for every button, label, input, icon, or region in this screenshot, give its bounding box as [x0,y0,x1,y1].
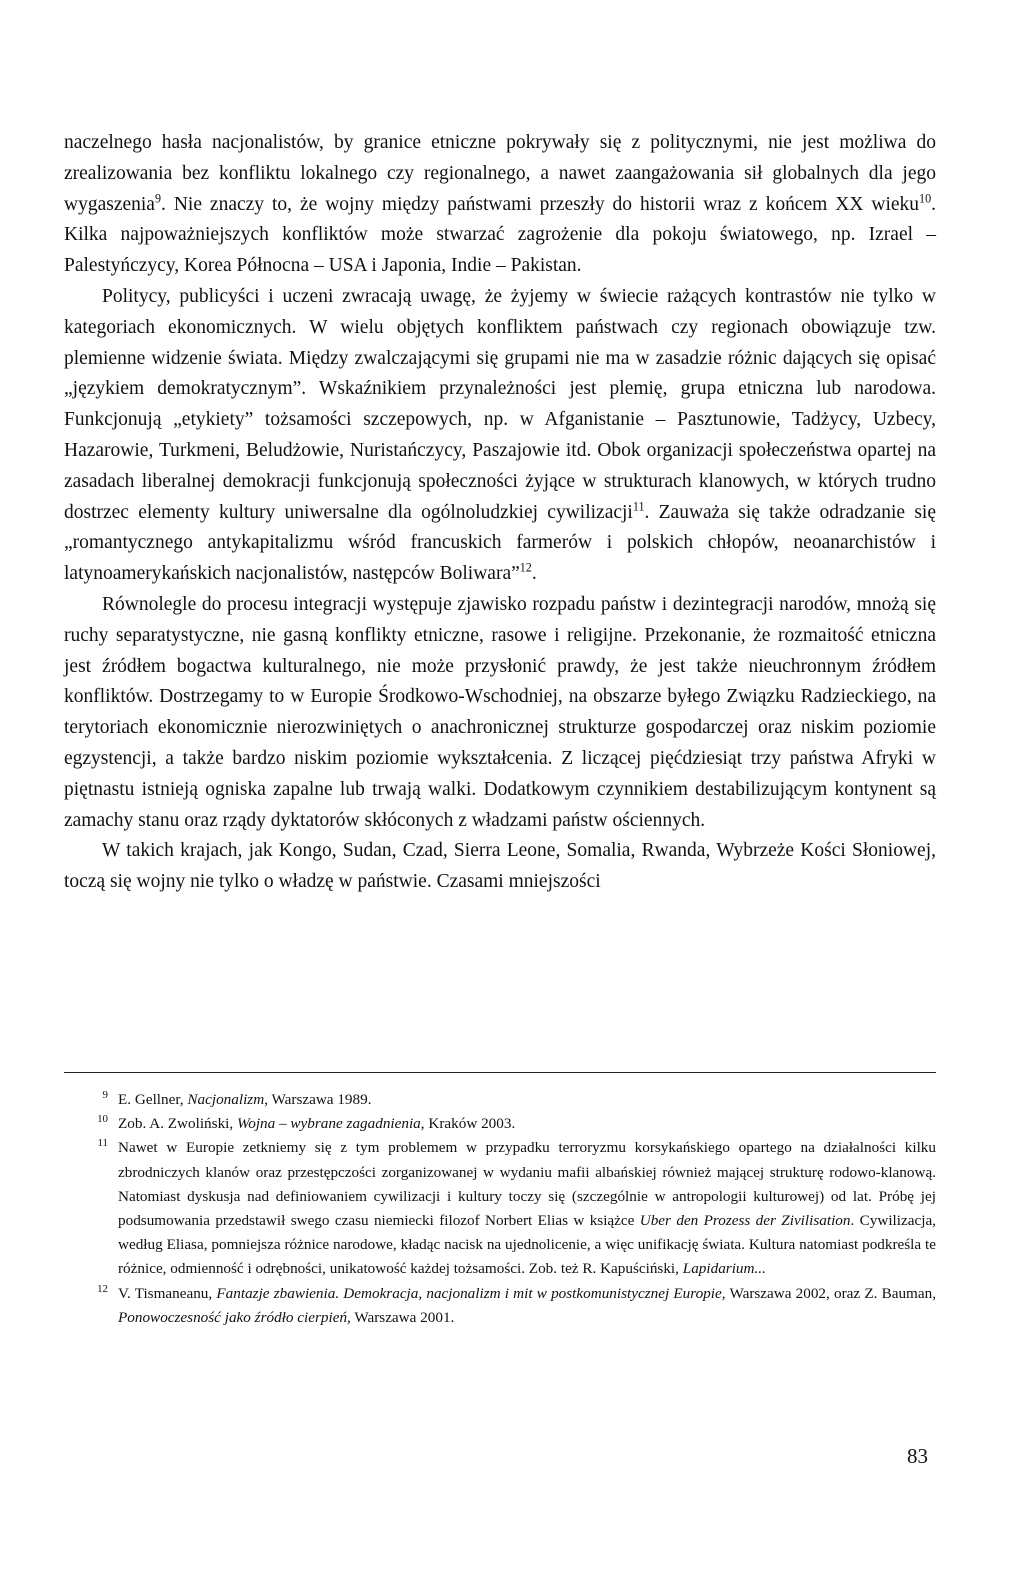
footnote-ref-10[interactable]: 10 [919,191,932,206]
footnote-ref-12[interactable]: 12 [519,560,532,575]
paragraph-1: naczelnego hasła nacjonalistów, by granice etniczne pokrywały się z politycznymi, nie jest możliwa do zrealizowania bez konfliktu lokalnego czy regionalnego, a nawet zaangażowania sił globalnych dla jego wygaszenia$^9$. Nie znaczy to, że wojny między państwami przeszły do historii wraz z końcem XX wieku$^{10}$. Kilka najpoważniejszych konfliktów może stwarzać zagrożenie dla pokoju światowego, np. Izrael – Palestyńczycy, Korea Północna – USA i Japonia, Indie – Pakistan. [64,132,936,277]
footnote-11: 11 Nawet w Europie zetkniemy się z tym problemem w przypadku terroryzmu korsykańskiego opartego na działalności kilku zbrodniczych klanów oraz przestępczości zorganizowanej w wydaniu mafii albańskiej również mającej strukturę rodowo-klanową. Natomiast dyskusja nad definiowaniem cywilizacji i kultury toczy się (szczególnie w antropologii kulturowej) od lat. Próbę jej podsumowania przedstawił swego czasu niemiecki filozof Norbert Elias w książce Uber den Prozess der Zivilisation. Cywilizacja, według Eliasa, pomniejsza różnice narodowe, kładąc nacisk na ujednolicenie, a więc unifikację świata. Kultura natomiast podkreśla te różnice, odmienność i odrębności, unikatowość każdej tożsamości. Zob. też R. Kapuściński, Lapidarium... [97,1137,936,1278]
footnote-12: 12 V. Tismaneanu, Fantazje zbawienia. Demokracja, nacjonalizm i mit w postkomunistycznej Europie, Warszawa 2002, oraz Z. Bauman, Ponowoczesność jako źródło cierpień, Warszawa 2001. [97,1282,936,1326]
footnotes [64,1088,936,1330]
footnote-ref-9[interactable]: 9 [154,191,162,206]
main-text [64,128,936,898]
footnote-9: 9 E. Gellner, Nacjonalizm, Warszawa 1989. [102,1088,372,1108]
page-number: 83 [907,1444,928,1468]
paragraph-2: Politycy, publicyści i uczeni zwracają uwagę, że żyjemy w świecie rażących kontrastów nie tylko w kategoriach ekonomicznych. W wielu objętych konfliktem państwach czy regionach obowiązuje tzw. plemienne widzenie świata. Między zwalczającymi się grupami nie ma w zasadzie różnic dających się opisać „językiem demokratycznym”. Wskaźnikiem przynależności jest plemię, grupa etniczna lub narodowa. Funkcjonują „etykiety” tożsamości szczepowych, np. w Afganistanie – Pasztunowie, Tadżycy, Uzbecy, Hazarowie, Turkmeni, Beludżowie, Nuristańczycy, Paszajowie itd. Obok organizacji społeczeństwa opartej na zasadach liberalnej demokracji funkcjonują społeczności żyjące w strukturach klanowych, w których trudno dostrzec elementy kultury uniwersalne dla ogólnoludzkiej cywilizacji$^{11}$. Zauważa się także odradzanie się „romantycznego antykapitalizmu wśród francuskich farmerów i polskich chłopów, neoanarchistów i latynoamerykańskich nacjonalistów, następców Boliwara”$^{12}$. [64,285,936,585]
footnote-ref-11[interactable]: 11 [632,499,645,514]
citation-title: Uber den Prozess der Zivilisation [639,1212,851,1230]
citation-title: Ponowoczesność jako źródło cierpień [118,1308,348,1326]
citation-title: Wojna – wybrane zagadnienia [236,1115,421,1133]
footnote-separator [64,1072,936,1073]
paragraph-3: Równolegle do procesu integracji występuje zjawisko rozpadu państw i dezintegracji narodów, mnożą się ruchy separatystyczne, nie gasną konflikty etniczne, rasowe i religijne. Przekonanie, że rozmaitość etniczna jest źródłem bogactwa kulturalnego, nie może przysłonić prawdy, że jest także nieuchronnym źródłem konfliktów. Dostrzegamy to w Europie Środkowo-Wschodniej, na obszarze byłego Związku Radzieckiego, na terytoriach ekonomicznie nierozwiniętych o anachronicznej strukturze gospodarczej oraz niskim poziomie egzystencji, a także bardzo niskim poziomie wykształcenia. Z liczącej pięćdziesiąt trzy państwa Afryki w piętnastu istnieją ogniska zapalne lub trwają walki. Dodatkowym czynnikiem destabilizującym kontynent są zamachy stanu oraz rządy dyktatorów skłóconych z władzami państw ościennych. [64,593,936,831]
paragraph-4: W takich krajach, jak Kongo, Sudan, Czad, Sierra Leone, Somalia, Rwanda, Wybrzeże Kości Słoniowej, toczą się wojny nie tylko o władzę w państwie. Czasami mniejszości [64,840,936,893]
footnote-10: 10 Zob. A. Zwoliński, Wojna – wybrane zagadnienia, Kraków 2003. [97,1113,516,1133]
citation-title: Nacjonalizm [187,1091,265,1108]
citation-title: Lapidarium... [682,1260,766,1278]
citation-title: Fantazje zbawienia. Demokracja, nacjonalizm i mit w postkomunistycznej Europie [216,1284,722,1302]
